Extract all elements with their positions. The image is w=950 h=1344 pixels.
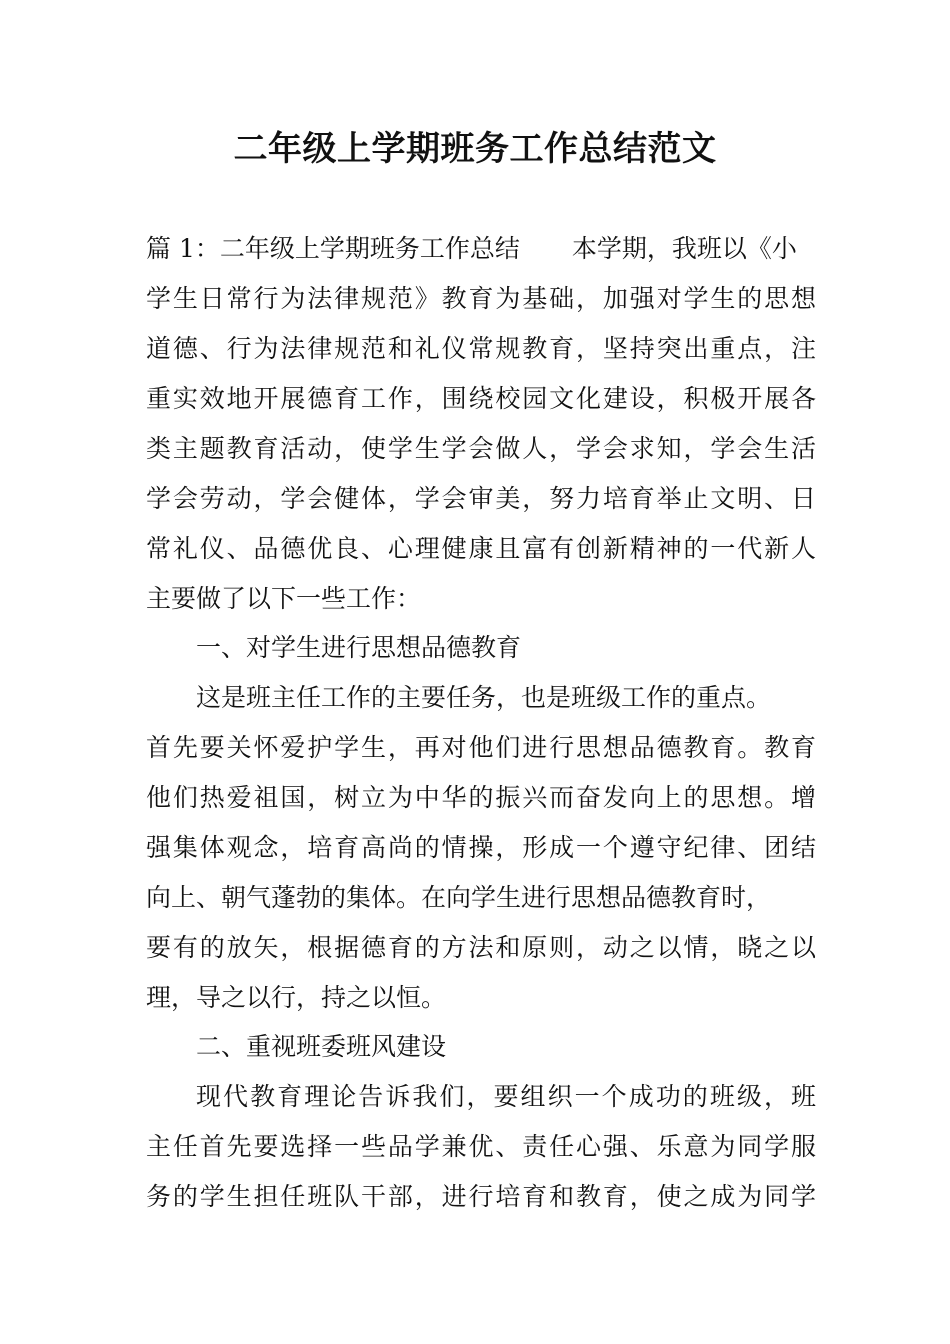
text-line-16: 理，导之以行，持之以恒。 <box>146 983 447 1012</box>
text-line-5: 类主题教育活动，使学生学会做人，学会求知，学会生活 <box>146 434 816 463</box>
text-line-12: 他们热爱祖国，树立为中华的振兴而奋发向上的思想。增 <box>146 783 816 812</box>
text-line-20: 务的学生担任班队干部，进行培育和教育，使之成为同学 <box>146 1182 816 1211</box>
text-line-10: 这是班主任工作的主要任务，也是班级工作的重点。 <box>196 683 772 712</box>
text-line-7: 常礼仪、品德优良、心理健康且富有创新精神的一代新人 <box>146 534 816 563</box>
text-line-15: 要有的放矢，根据德育的方法和原则，动之以情，晓之以 <box>146 933 816 962</box>
text-line-1-body: 本学期，我班以《小 <box>571 234 797 263</box>
text-line-1 <box>146 224 816 274</box>
section-heading-2: 二、重视班委班风建设 <box>196 1032 447 1061</box>
text-line-2: 学生日常行为法律规范》教育为基础，加强对学生的思想 <box>146 284 816 313</box>
text-line-18: 现代教育理论告诉我们，要组织一个成功的班级，班 <box>196 1082 816 1111</box>
text-line-3: 道德、行为法律规范和礼仪常规教育，坚持突出重点，注 <box>146 334 816 363</box>
text-line-11: 首先要关怀爱护学生，再对他们进行思想品德教育。教育 <box>146 733 816 762</box>
text-line-4: 重实效地开展德育工作，围绕校园文化建设，积极开展各 <box>146 384 816 413</box>
text-line-19: 主任首先要选择一些品学兼优、责任心强、乐意为同学服 <box>146 1132 816 1161</box>
section-heading-1: 一、对学生进行思想品德教育 <box>196 633 522 662</box>
document-title: 二年级上学期班务工作总结范文 <box>233 129 717 169</box>
text-line-8: 主要做了以下一些工作： <box>146 584 422 613</box>
text-line-13: 强集体观念，培育高尚的情操，形成一个遵守纪律、团结 <box>146 833 816 862</box>
text-line-6: 学会劳动，学会健体，学会审美，努力培育举止文明、日 <box>146 484 816 513</box>
article-heading: 篇 1：二年级上学期班务工作总结 <box>146 234 520 263</box>
text-line-14: 向上、朝气蓬勃的集体。在向学生进行思想品德教育时， <box>146 883 772 912</box>
